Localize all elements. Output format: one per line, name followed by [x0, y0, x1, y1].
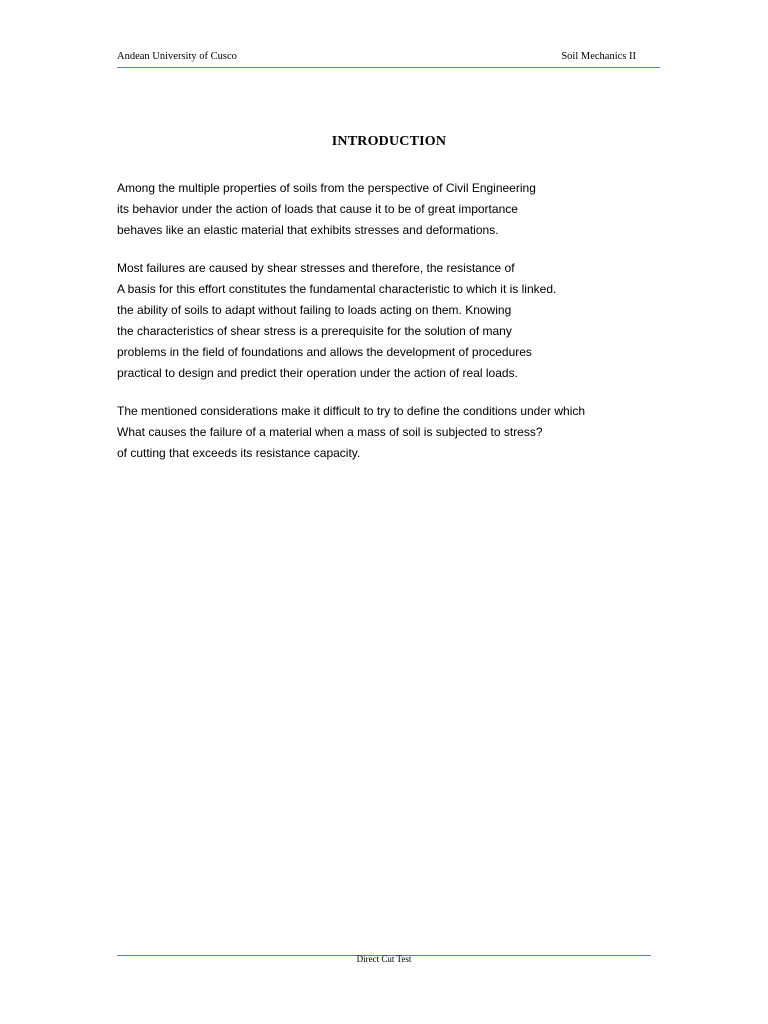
page-footer: Direct Cut Test [356, 954, 412, 964]
paragraph-3-line-3: of cutting that exceeds its resistance capacity. [117, 446, 361, 460]
header-course: Soil Mechanics II [561, 51, 636, 62]
paragraph-2-line-2: A basis for this effort constitutes the fundamental characteristic to which it is linked. [117, 282, 557, 296]
paragraph-1-line-3: behaves like an elastic material that exhibits stresses and deformations. [117, 223, 499, 237]
paragraph-1 [117, 178, 644, 241]
paragraph-2-line-4: the characteristics of shear stress is a prerequisite for the solution of many [117, 324, 512, 338]
paragraph-2-line-1: Most failures are caused by shear stresses and therefore, the resistance of [117, 261, 515, 275]
page-header [117, 49, 660, 68]
paragraph-2 [117, 258, 644, 384]
paragraph-3 [117, 401, 644, 464]
paragraph-1-line-2: its behavior under the action of loads that cause it to be of great importance [117, 202, 518, 216]
paragraph-2-line-5: problems in the field of foundations and allows the development of procedures [117, 345, 532, 359]
paragraph-2-line-6: practical to design and predict their operation under the action of real loads. [117, 366, 518, 380]
paragraph-1-line-1: Among the multiple properties of soils from the perspective of Civil Engineering [117, 181, 536, 195]
header-institution: Andean University of Cusco [117, 51, 237, 62]
section-title: INTRODUCTION [331, 134, 447, 149]
paragraph-2-line-3: the ability of soils to adapt without failing to loads acting on them. Knowing [117, 303, 512, 317]
paragraph-3-line-1: The mentioned considerations make it difficult to try to define the conditions under which [117, 404, 586, 418]
paragraph-3-line-2: What causes the failure of a material when a mass of soil is subjected to stress? [117, 425, 543, 439]
